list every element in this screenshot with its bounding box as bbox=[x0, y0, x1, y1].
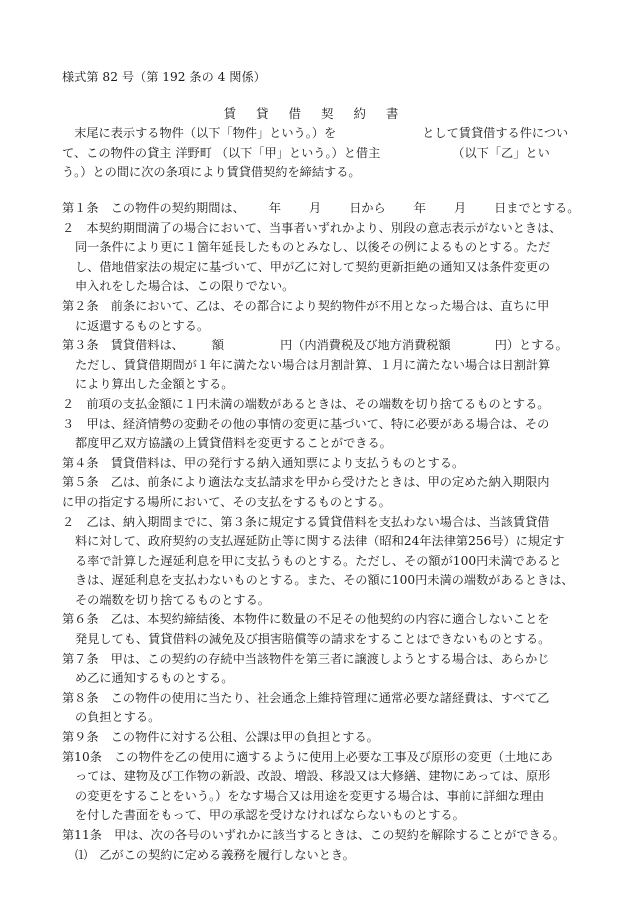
article-1: 第１条 この物件の契約期間は、 年 月 日から 年 月 日までとする。 bbox=[62, 201, 580, 215]
article-6: 第６条 乙は、本契約締結後、本物件に数量の不足その他契約の内容に適合しないことを 発見しても、賃貸借料の減免及び損害賠償等の請求をすることはできないものとする。 bbox=[62, 612, 551, 647]
intro-line: 末尾に表示する物件（以下「物件」という。）を として賃貸借する件につい bbox=[74, 126, 569, 140]
document-title: 賃 貸 借 契 約 書 bbox=[223, 106, 407, 121]
article-5: 第５条 乙は、前条により適法な支払請求を甲から受けたときは、甲の定めた納入期限内 に甲の指定する場所において、その支払をするものとする。 bbox=[62, 475, 550, 509]
article-8: 第８条 この物件の使用に当たり、社会通念上維持管理に通常必要な諸経費は、すべて乙 の負担とする。 bbox=[62, 690, 550, 725]
article-9: 第９条 この物件に対する公租、公課は甲の負担とする。 bbox=[62, 730, 379, 745]
contract-articles bbox=[62, 199, 582, 865]
article-10: 第10条 この物件を乙の使用に適するように使用上必要な工事及び原形の変更（土地にあ っては、建物及び工作物の新設、改設、増設、移設又は大修繕、建物にあっては、原形 の変更をすることをいう。）をなす場合又は用途を変更する場合は、事前に詳細な理由 を付した書面をもって、甲の承認を受けなければならないものとする。 bbox=[62, 749, 553, 823]
intro-line: て、この物件の貸主 洋野町 （以下「甲」という。）と借主 （以下「乙」とい bbox=[62, 145, 550, 160]
article-4: 第４条 賃貸借料は、甲の発行する納入通知票により支払うものとする。 bbox=[62, 455, 465, 470]
intro-line: う。）との間に次の条項により賃貸借契約を締結する。 bbox=[62, 165, 361, 180]
article-5-paragraph-2: ２ 乙は、納入期間までに、第３条に規定する賃貸借料を支払わない場合は、当該賃貸借 料に対して、政府契約の支払遅延防止等に関する法律（昭和24年法律第256号）に規定す る率で計算した遅延利息を甲に支払うものとする。ただし、その額が100円未満であると きは、遅延利息を支払わないものとする。また、その額に100円未満の端数があるときは、 その端数を切り捨てるものとする。 bbox=[62, 514, 574, 607]
article-3-paragraph-3: ３ 甲は、経済情勢の変動その他の事情の変更に基づいて、特に必要がある場合は、その 都度甲乙双方協議の上賃貸借料を変更することができる。 bbox=[62, 416, 550, 451]
article-3: 第３条 賃貸借料は、 額 円（内消費税及び地方消費税額 円）とする。 bbox=[62, 338, 568, 353]
article-3-paragraph-2: ２ 前項の支払金額に１円未満の端数があるときは、その端数を切り捨てるものとする。 bbox=[62, 396, 550, 411]
article-3-proviso: ただし、賃貸借期間が１年に満たない場合は月割計算、１月に満たない場合は日割計算 により算出した金額とする。 bbox=[75, 357, 551, 392]
article-7: 第７条 甲は、この契約の存続中当該物件を第三者に譲渡しようとする場合は、あらかじ め乙に通知するものとする。 bbox=[62, 651, 550, 686]
intro-paragraph bbox=[62, 124, 580, 183]
article-1-paragraph-2: ２ 本契約期間満了の場合において、当事者いずれかより、別段の意志表示がないときは、 同一条件により更に１箇年延長したものとみなし、以後その例によるものとする。ただ し、借地借家法の規定に基づいて、甲が乙に対して契約更新拒絶の通知又は条件変更の 申入れをした場合は、この限りでない。 bbox=[62, 220, 562, 294]
article-11-item-1: ⑴ 乙がこの契約に定める義務を履行しないとき。 bbox=[75, 847, 355, 862]
form-number: 様式第 82 号（第 192 条の 4 関係） bbox=[62, 70, 266, 84]
article-11: 第11条 甲は、次の各号のいずれかに該当するときは、この契約を解除することができる。 bbox=[62, 828, 566, 842]
article-2: 第２条 前条において、乙は、その都合により契約物件が不用となった場合は、直ちに甲 に返還するものとする。 bbox=[62, 298, 550, 333]
